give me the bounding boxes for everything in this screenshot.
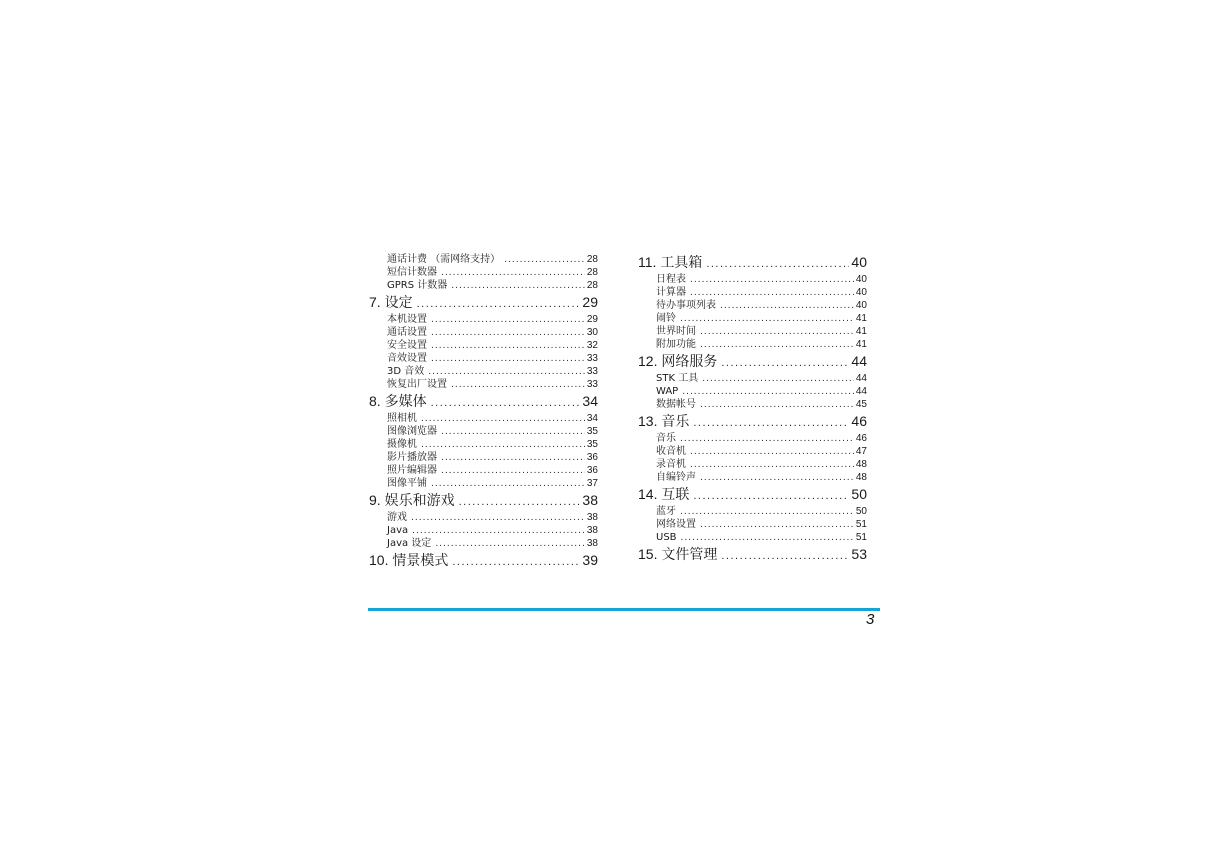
toc-leader-dots [680, 315, 854, 324]
toc-page-number: 33 [586, 353, 598, 364]
toc-leader-dots [441, 269, 585, 278]
toc-leader-dots [721, 358, 849, 369]
toc-page-number: 28 [586, 267, 598, 278]
toc-entry-title: 通话设置 [387, 327, 427, 338]
toc-page-number: 45 [855, 399, 867, 410]
toc-entry-title: 自编铃声 [656, 472, 696, 483]
toc-leader-dots [451, 381, 585, 390]
toc-entry-title: 音乐 [656, 433, 676, 444]
toc-leader-dots [680, 508, 854, 517]
toc-entry-title: 恢复出厂设置 [387, 379, 447, 390]
toc-page-number: 50 [855, 506, 867, 517]
toc-entry-title: 数据帐号 [656, 399, 696, 410]
toc-leader-dots [441, 454, 585, 463]
toc-page-number: 51 [855, 519, 867, 530]
toc-leader-dots [693, 491, 849, 502]
toc-page-number: 38 [586, 525, 598, 536]
toc-entry-title: WAP [656, 386, 679, 397]
toc-subentry[interactable] [638, 273, 867, 286]
toc-page-number: 40 [855, 287, 867, 298]
toc-subentry[interactable] [369, 451, 598, 464]
toc-page-number: 38 [582, 492, 598, 508]
toc-entry-title: 网络设置 [656, 519, 696, 530]
toc-leader-dots [700, 341, 854, 350]
toc-subentry[interactable] [369, 339, 598, 352]
toc-leader-dots [421, 441, 585, 450]
toc-page-number: 33 [586, 379, 598, 390]
toc-page-number: 41 [855, 313, 867, 324]
toc-page-number: 36 [586, 452, 598, 463]
toc-page-number: 39 [582, 552, 598, 568]
toc-leader-dots [690, 448, 854, 457]
toc-leader-dots [421, 415, 585, 424]
toc-subentry[interactable] [369, 266, 598, 279]
toc-section-entry[interactable] [638, 253, 867, 271]
toc-leader-dots [431, 316, 585, 325]
toc-leader-dots [452, 557, 580, 568]
toc-entry-title: 13. 音乐 [638, 413, 690, 429]
toc-entry-title: 收音机 [656, 446, 686, 457]
toc-page-number: 41 [855, 326, 867, 337]
toc-page-number: 33 [586, 366, 598, 377]
toc-subentry[interactable] [369, 537, 598, 550]
toc-entry-title: 蓝牙 [656, 506, 676, 517]
toc-subentry[interactable] [638, 518, 867, 531]
toc-page-number: 46 [855, 433, 867, 444]
toc-page-number: 51 [855, 532, 867, 543]
toc-page-number: 40 [851, 254, 867, 270]
toc-page-number: 37 [586, 478, 598, 489]
toc-leader-dots [431, 342, 585, 351]
toc-leader-dots [431, 329, 585, 338]
toc-entry-title: 世界时间 [656, 326, 696, 337]
toc-subentry[interactable] [369, 253, 598, 266]
toc-subentry[interactable] [369, 378, 598, 391]
toc-subentry[interactable] [369, 365, 598, 378]
toc-leader-dots [428, 368, 585, 377]
toc-entry-title: 录音机 [656, 459, 686, 470]
toc-entry-title: 11. 工具箱 [638, 254, 703, 270]
toc-entry-title: 日程表 [656, 274, 686, 285]
toc-entry-title: Java 设定 [387, 538, 432, 549]
toc-leader-dots [700, 474, 854, 483]
toc-page-number: 32 [586, 340, 598, 351]
toc-subentry[interactable] [369, 524, 598, 537]
toc-entry-title: 影片播放器 [387, 452, 437, 463]
toc-page-number: 29 [586, 314, 598, 325]
toc-entry-title: 安全设置 [387, 340, 427, 351]
toc-subentry[interactable] [638, 325, 867, 338]
toc-entry-title: 闹铃 [656, 313, 676, 324]
toc-section-entry[interactable] [369, 293, 598, 311]
toc-leader-dots [504, 256, 585, 265]
toc-subentry[interactable] [369, 352, 598, 365]
toc-entry-title: USB [656, 532, 677, 543]
toc-page-number: 46 [851, 413, 867, 429]
toc-leader-dots [690, 276, 854, 285]
toc-page-number: 34 [586, 413, 598, 424]
toc-entry-title: 9. 娱乐和游戏 [369, 492, 455, 508]
footer-rule [368, 608, 880, 611]
toc-page-number: 48 [855, 472, 867, 483]
toc-page-number: 38 [586, 538, 598, 549]
toc-leader-dots [700, 521, 854, 530]
toc-page-number: 35 [586, 439, 598, 450]
toc-subentry[interactable] [638, 338, 867, 351]
toc-subentry[interactable] [369, 412, 598, 425]
toc-subentry[interactable] [369, 464, 598, 477]
toc-page-number: 44 [855, 373, 867, 384]
toc-leader-dots [693, 418, 849, 429]
toc-leader-dots [441, 467, 585, 476]
toc-page-number: 48 [855, 459, 867, 470]
toc-leader-dots [431, 355, 585, 364]
toc-leader-dots [411, 514, 585, 523]
toc-subentry[interactable] [638, 312, 867, 325]
toc-entry-title: 3D 音效 [387, 366, 425, 377]
toc-entry-title: 7. 设定 [369, 294, 413, 310]
toc-leader-dots [682, 388, 854, 397]
toc-leader-dots [700, 401, 854, 410]
toc-subentry[interactable] [369, 511, 598, 524]
toc-page-number: 50 [851, 486, 867, 502]
toc-subentry[interactable] [369, 313, 598, 326]
toc-leader-dots [681, 534, 854, 543]
toc-entry-title: 音效设置 [387, 353, 427, 364]
toc-entry-title: GPRS 计数器 [387, 280, 448, 291]
toc-section-entry[interactable] [369, 491, 598, 509]
toc-page-number: 30 [586, 327, 598, 338]
toc-entry-title: 摄像机 [387, 439, 417, 450]
toc-page-number: 36 [586, 465, 598, 476]
toc-entry-title: 15. 文件管理 [638, 546, 718, 562]
toc-page-number: 35 [586, 426, 598, 437]
toc-entry-title: 附加功能 [656, 339, 696, 350]
toc-subentry[interactable] [369, 326, 598, 339]
toc-subentry[interactable] [638, 505, 867, 518]
toc-subentry[interactable] [638, 385, 867, 398]
toc-leader-dots [441, 428, 585, 437]
toc-subentry[interactable] [369, 477, 598, 490]
page-number: 3 [866, 611, 875, 628]
toc-entry-title: 14. 互联 [638, 486, 690, 502]
toc-page-number: 34 [582, 393, 598, 409]
toc-leader-dots [431, 398, 581, 409]
toc-section-entry[interactable] [369, 551, 598, 569]
toc-entry-title: 待办事项列表 [656, 300, 716, 311]
toc-section-entry[interactable] [638, 485, 867, 503]
toc-leader-dots [417, 299, 581, 310]
toc-leader-dots [431, 480, 585, 489]
toc-leader-dots [690, 461, 854, 470]
toc-page-number: 28 [586, 254, 598, 265]
toc-subentry[interactable] [369, 438, 598, 451]
toc-page-number: 38 [586, 512, 598, 523]
toc-leader-dots [721, 551, 849, 562]
toc-leader-dots [680, 435, 854, 444]
toc-leader-dots [706, 259, 849, 270]
toc-subentry[interactable] [638, 398, 867, 411]
toc-entry-title: 图像浏览器 [387, 426, 437, 437]
toc-page-number: 47 [855, 446, 867, 457]
toc-section-entry[interactable] [638, 352, 867, 370]
toc-entry-title: 通话计费 （需网络支持） [387, 254, 501, 265]
toc-page-number: 29 [582, 294, 598, 310]
toc-section-entry[interactable] [638, 412, 867, 430]
toc-subentry[interactable] [638, 286, 867, 299]
toc-leader-dots [451, 282, 585, 291]
toc-leader-dots [700, 328, 854, 337]
toc-subentry[interactable] [638, 458, 867, 471]
toc-page-number: 40 [855, 274, 867, 285]
toc-subentry[interactable] [369, 279, 598, 292]
toc-page-number: 44 [851, 353, 867, 369]
toc-entry-title: 图像平铺 [387, 478, 427, 489]
toc-entry-title: 照相机 [387, 413, 417, 424]
toc-page-number: 44 [855, 386, 867, 397]
toc-section-entry[interactable] [638, 545, 867, 563]
toc-entry-title: Java [387, 525, 409, 536]
toc-leader-dots [435, 540, 585, 549]
toc-entry-title: 游戏 [387, 512, 407, 523]
toc-entry-title: 12. 网络服务 [638, 353, 718, 369]
toc-entry-title: 本机设置 [387, 314, 427, 325]
toc-page-number: 53 [851, 546, 867, 562]
toc-entry-title: 照片编辑器 [387, 465, 437, 476]
toc-subentry[interactable] [638, 299, 867, 312]
toc-subentry[interactable] [638, 372, 867, 385]
toc-page-number: 28 [586, 280, 598, 291]
toc-entry-title: 10. 情景模式 [369, 552, 449, 568]
toc-right-column [638, 253, 867, 565]
toc-subentry[interactable] [369, 425, 598, 438]
toc-entry-title: 8. 多媒体 [369, 393, 427, 409]
toc-subentry[interactable] [638, 445, 867, 458]
toc-entry-title: STK 工具 [656, 373, 699, 384]
toc-page-number: 40 [855, 300, 867, 311]
toc-leader-dots [459, 497, 581, 508]
toc-leader-dots [702, 375, 854, 384]
toc-subentry[interactable] [638, 471, 867, 484]
toc-entry-title: 短信计数器 [387, 267, 437, 278]
toc-subentry[interactable] [638, 531, 867, 544]
toc-page-number: 41 [855, 339, 867, 350]
toc-section-entry[interactable] [369, 392, 598, 410]
toc-leader-dots [412, 527, 585, 536]
toc-leader-dots [690, 289, 854, 298]
toc-entry-title: 计算器 [656, 287, 686, 298]
toc-subentry[interactable] [638, 432, 867, 445]
toc-left-column [369, 253, 598, 571]
toc-leader-dots [720, 302, 854, 311]
